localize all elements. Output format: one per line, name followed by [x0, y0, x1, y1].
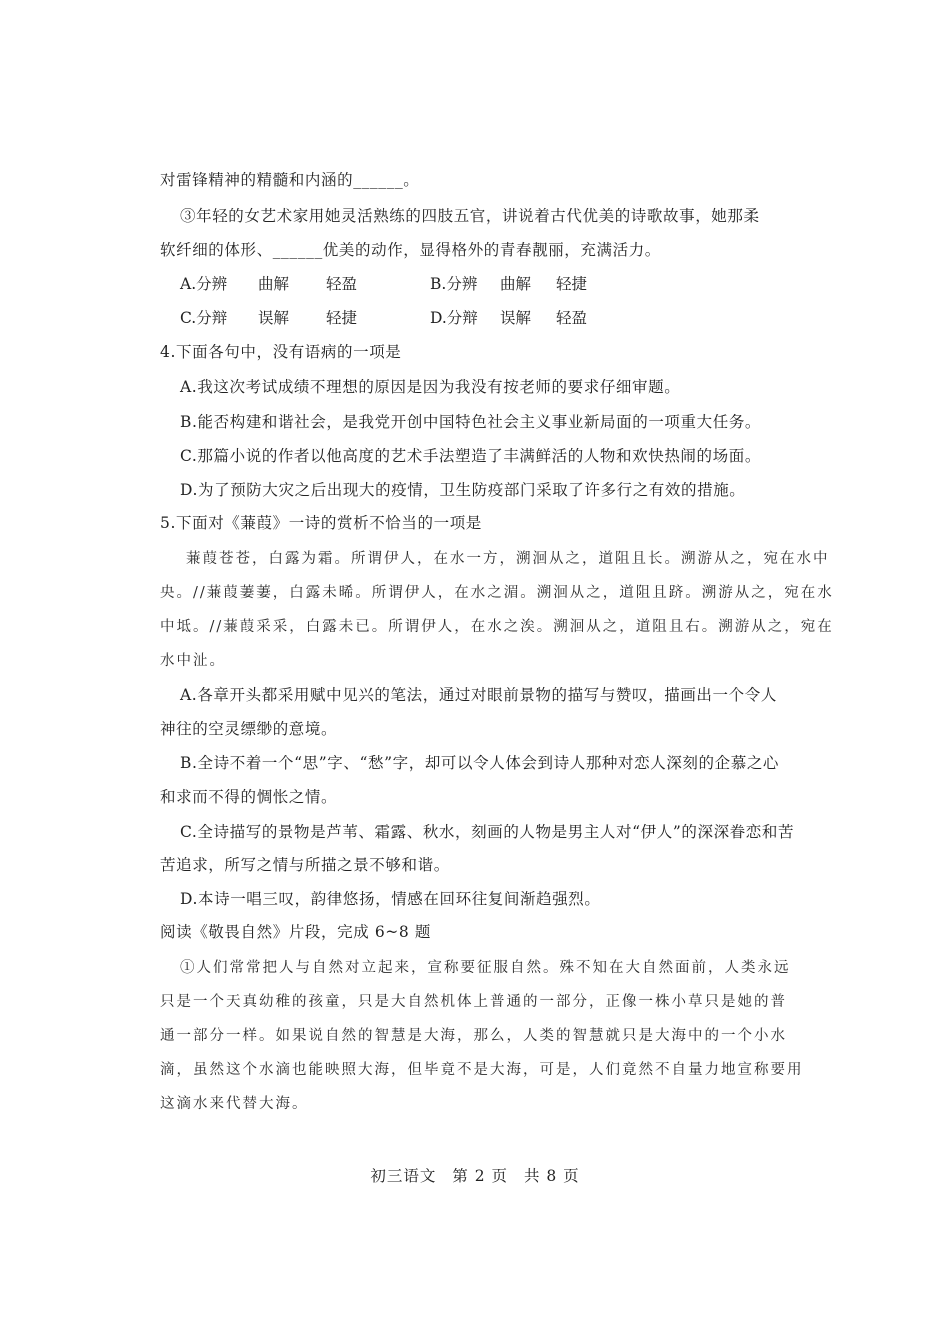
passage-line-3: 通一部分一样。如果说自然的智慧是大海，那么，人类的智慧就只是大海中的一个小水 — [160, 1028, 787, 1044]
q5-stem: 5.下面对《蒹葭》一诗的赏析不恰当的一项是 — [160, 514, 482, 532]
q5-option-a-line1: A.各章开头都采用赋中见兴的笔法，通过对眼前景物的描写与赞叹，描画出一个令人 — [180, 686, 777, 704]
q3-tail: 对雷锋精神的精髓和内涵的______。 — [160, 171, 420, 189]
q5-option-c-line1: C.全诗描写的景物是芦苇、霜露、秋水，刻画的人物是男主人对“伊人”的深深眷恋和苦 — [180, 823, 795, 841]
q3-option-b: B.分辨 曲解 轻捷 — [430, 275, 588, 293]
passage-line-1: ①人们常常把人与自然对立起来，宣称要征服自然。殊不知在大自然面前，人类永远 — [180, 960, 791, 976]
passage-line-2: 只是一个天真幼稚的孩童，只是大自然机体上普通的一部分，正像一株小草只是她的普 — [160, 994, 787, 1010]
passage-line-4: 滴，虽然这个水滴也能映照大海，但毕竟不是大海，可是，人们竟然不自量力地宣称要用 — [160, 1062, 804, 1078]
q3-item3-line2: 软纤细的体形、______优美的动作，显得格外的青春靓丽，充满活力。 — [160, 241, 661, 259]
passage-line-5: 这滴水来代替大海。 — [160, 1096, 309, 1112]
page-footer — [0, 1164, 950, 1186]
poem-line-4: 水中沚。 — [160, 653, 226, 669]
q4-stem: 4.下面各句中，没有语病的一项是 — [160, 343, 402, 361]
q5-option-d: D.本诗一唱三叹，韵律悠扬，情感在回环往复间渐趋强烈。 — [180, 890, 601, 908]
q5-option-b-line1: B.全诗不着一个“思”字、“愁”字，却可以令人体会到诗人那种对恋人深刻的企慕之心 — [180, 754, 780, 772]
footer-subject: 初三语文 — [370, 1167, 437, 1185]
q4-option-d: D.为了预防大灾之后出现大的疫情，卫生防疫部门采取了许多行之有效的措施。 — [180, 481, 746, 499]
q4-option-a: A.我这次考试成绩不理想的原因是因为我没有按老师的要求仔细审题。 — [180, 378, 681, 396]
poem-line-2: 央。//蒹葭萋萋，白露未晞。所谓伊人，在水之湄。溯洄从之，道阻且跻。溯游从之，宛在水 — [160, 585, 834, 601]
q5-option-a-line2: 神往的空灵缥缈的意境。 — [160, 720, 338, 738]
footer-total-pages: 共 8 页 — [523, 1167, 580, 1185]
q3-option-c: C.分辩 误解 轻捷 — [180, 309, 358, 327]
q4-option-b: B.能否构建和谐社会，是我党开创中国特色社会主义事业新局面的一项重大任务。 — [180, 413, 762, 431]
q3-option-a: A.分辨 曲解 轻盈 — [180, 275, 358, 293]
poem-line-3: 中坻。//蒹葭采采，白露未已。所谓伊人，在水之涘。溯洄从之，道阻且右。溯游从之，宛在 — [160, 619, 834, 635]
q5-option-b-line2: 和求而不得的惆怅之情。 — [160, 788, 338, 806]
footer-page-number: 第 2 页 — [452, 1167, 508, 1185]
poem-line-1: 蒹葭苍苍，白露为霜。所谓伊人，在水一方，溯洄从之，道阻且长。溯游从之，宛在水中 — [186, 551, 830, 567]
q4-option-c: C.那篇小说的作者以他高度的艺术手法塑造了丰满鲜活的人物和欢快热闹的场面。 — [180, 447, 761, 465]
q3-option-d: D.分辩 误解 轻盈 — [430, 309, 588, 327]
reading-intro: 阅读《敬畏自然》片段，完成 6~8 题 — [160, 923, 431, 941]
q3-item3-line1: ③年轻的女艺术家用她灵活熟练的四肢五官，讲说着古代优美的诗歌故事，她那柔 — [180, 207, 760, 225]
q5-option-c-line2: 苦追求，所写之情与所描之景不够和谐。 — [160, 856, 450, 874]
